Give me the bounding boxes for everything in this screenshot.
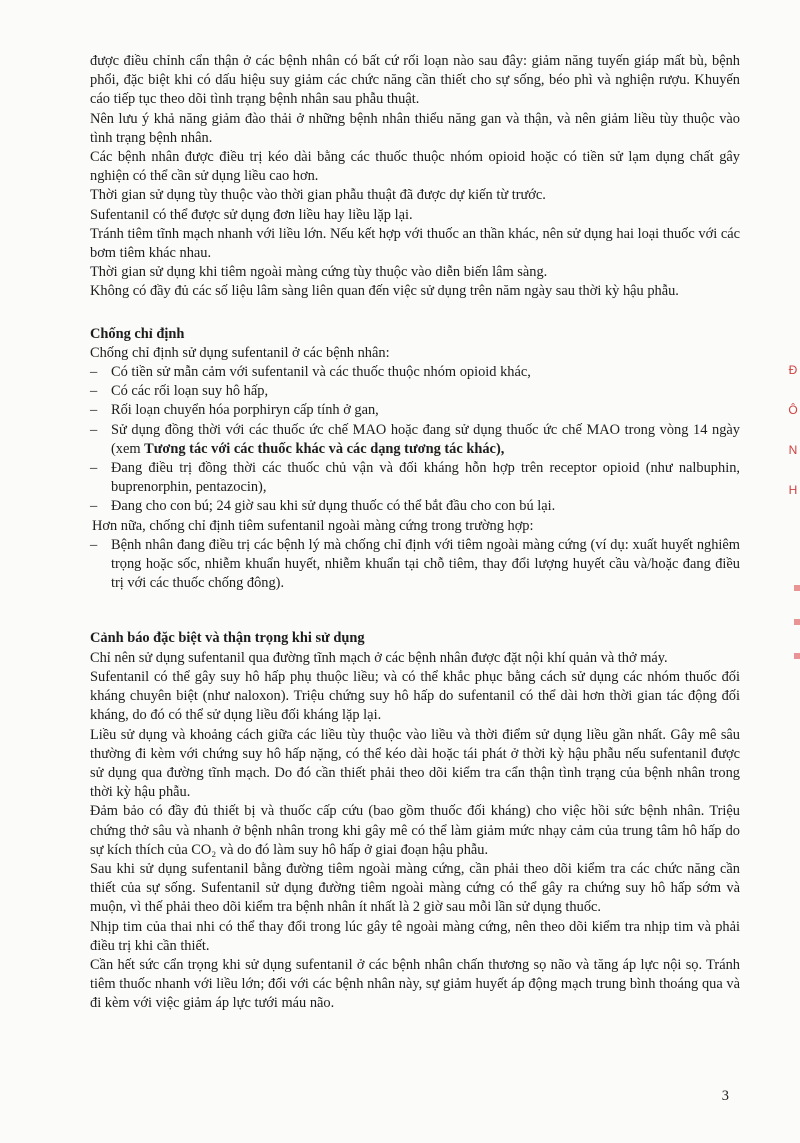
page-number: 3: [721, 1088, 729, 1104]
intro-paragraph: Các bệnh nhân được điều trị kéo dài bằng các thuốc thuộc nhóm opioid hoặc có tiền sử lạm dụng chất gây nghiện có thể cần sử dụng liều cao hơn.: [90, 149, 740, 185]
intro-section: [90, 52, 740, 302]
section-heading: Chống chỉ định: [90, 325, 185, 342]
list-item: – Bệnh nhân đang điều trị các bệnh lý mà chống chỉ định với tiêm ngoài màng cứng (ví dụ: xuất huyết nghiêm trọng hoặc sốc, nhiễm khuẩn huyết, nhiễm khuẩn tại chỗ tiêm, thay đổi lượng huyết cầu và/hoặc đang điều trị với các thuốc chống đông).: [90, 536, 740, 592]
stamp-edge: Đ Ô N H: [788, 363, 798, 497]
intro-paragraph: Tránh tiêm tĩnh mạch nhanh với liều lớn. Nếu kết hợp với thuốc an thần khác, nên sử dụng hai loại thuốc với các bơm tiêm khác nhau.: [90, 225, 740, 262]
cross-reference: Tương tác với các thuốc khác và các dạng tương tác khác),: [144, 440, 505, 457]
intro-paragraph: Sufentanil có thể được sử dụng đơn liều hay liều lặp lại.: [90, 206, 413, 223]
list-item: – Rối loạn chuyển hóa porphiryn cấp tính ở gan,: [90, 402, 379, 419]
warning-paragraph: Liều sử dụng và khoảng cách giữa các liều tùy thuộc vào liều và thời điểm sử dụng liều gần nhất. Gây mê sâu thường đi kèm với chứng suy hô hấp nặng, có thể kéo dài hoặc tái phát ở thời kỳ hậu phẫu nếu sufentanil được sử dụng qua đường tĩnh mạch. Do đó cần thiết phải theo dõi kiểm tra cẩn thận tình trạng của bệnh nhân trong thời kỳ hậu phẫu.: [90, 726, 740, 801]
document-page: [90, 52, 740, 1014]
warning-paragraph: Cần hết sức cẩn trọng khi sử dụng sufentanil ở các bệnh nhân chấn thương sọ não và tăng áp lực nội sọ. Tránh tiêm thuốc nhanh với liều lớn; đối với các bệnh nhân này, sự giảm huyết áp động mạch trung bình thoáng qua và đi kèm với việc giảm áp lực tưới máu não.: [90, 956, 740, 1012]
warning-paragraph: Sau khi sử dụng sufentanil bằng đường tiêm ngoài màng cứng, cần phải theo dõi kiểm tra các chức năng cần thiết của sự sống. Sufentanil sử dụng đường tiêm ngoài màng cứng có thể gây ra chứng suy hô hấp sớm và muộn, vì thế phải theo dõi kiểm tra bệnh nhân ít nhất là 2 giờ sau mỗi lần sử dụng thuốc.: [90, 860, 740, 916]
list-item: – Có tiền sử mẫn cảm với sufentanil và các thuốc thuộc nhóm opioid khác,: [90, 364, 531, 381]
list-item: – Có các rối loạn suy hô hấp,: [90, 383, 269, 400]
intro-paragraph: Không có đầy đủ các số liệu lâm sàng liên quan đến việc sử dụng trên năm ngày sau thời kỳ hậu phẫu.: [90, 283, 679, 300]
epidural-lead: Hơn nữa, chống chỉ định tiêm sufentanil ngoài màng cứng trong trường hợp:: [92, 517, 534, 534]
intro-paragraph: được điều chỉnh cẩn thận ở các bệnh nhân có bất cứ rối loạn nào sau đây: giảm năng tuyến giáp mất bù, bệnh phổi, đặc biệt khi có dấu hiệu suy giảm các chức năng cần thiết cho sự sống, béo phì và nghiện rượu. Khuyến cáo tiếp tục theo dõi tình trạng bệnh nhân sau phẫu thuật.: [90, 53, 740, 108]
list-item: – Đang điều trị đồng thời các thuốc chủ vận và đối kháng hỗn hợp trên receptor opioid (như nalbuphin, buprenorphin, pentazocin),: [90, 460, 740, 496]
intro-paragraph: Nên lưu ý khả năng giảm đào thải ở những bệnh nhân thiểu năng gan và thận, và nên giảm liều tùy thuộc vào tình trạng bệnh nhân.: [90, 110, 740, 146]
warning-paragraph: Chỉ nên sử dụng sufentanil qua đường tĩnh mạch ở các bệnh nhân được đặt nội khí quản và thở máy.: [90, 649, 668, 666]
list-item: – Đang cho con bú; 24 giờ sau khi sử dụng thuốc có thể bắt đầu cho con bú lại.: [90, 498, 556, 515]
intro-paragraph: Thời gian sử dụng tùy thuộc vào thời gian phẫu thuật đã được dự kiến từ trước.: [90, 187, 546, 204]
intro-paragraph: Thời gian sử dụng khi tiêm ngoài màng cứng tùy thuộc vào diễn biến lâm sàng.: [90, 264, 548, 281]
stamp-marks: [794, 585, 800, 687]
section-heading: Cảnh báo đặc biệt và thận trọng khi sử dụng: [90, 630, 365, 647]
warning-paragraph: Sufentanil có thể gây suy hô hấp phụ thuộc liều; và có thể khắc phục bằng cách sử dụng các nhóm thuốc đối kháng chuyên biệt (như naloxon). Triệu chứng suy hô hấp do sufentanil có thể dài hơn thời gian tác động đối kháng, do đó có thể sử dụng liều đối kháng lặp lại.: [90, 668, 740, 724]
section-lead: Chống chỉ định sử dụng sufentanil ở các bệnh nhân:: [90, 344, 390, 361]
warning-paragraph: Đảm bảo có đầy đủ thiết bị và thuốc cấp cứu (bao gồm thuốc đối kháng) cho việc hồi sức bệnh nhân. Triệu chứng thở sâu và nhanh ở bệnh nhân trong khi gây mê có thể làm giảm mức nhạy cảm của trung tâm hô hấp do sự kích thích của CO₂ và do đó làm suy hô hấp ở giai đoạn hậu phẫu.: [90, 803, 740, 858]
contraindications-section: [90, 325, 740, 594]
warnings-section: [90, 629, 740, 1013]
warning-paragraph: Nhịp tim của thai nhi có thể thay đổi trong lúc gây tê ngoài màng cứng, nên theo dõi kiểm tra nhịp tim và phải điều trị khi cần thiết.: [90, 918, 740, 954]
list-item: – Sử dụng đồng thời với các thuốc ức chế MAO hoặc đang sử dụng thuốc ức chế MAO trong vòng 14 ngày (xem Tương tác với các thuốc khác và các dạng tương tác khác),: [90, 421, 740, 457]
